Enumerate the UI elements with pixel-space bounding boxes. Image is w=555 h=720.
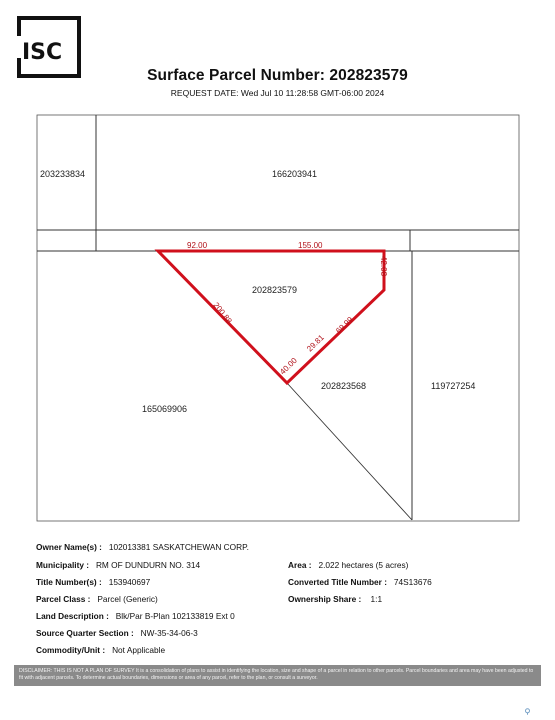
disclaimer-text: DISCLAIMER: THIS IS NOT A PLAN OF SURVEY It is a consolidation of plans to assist in identifying the location, size and shape of a parcel in relation to other parcels. Parcel boundaries and area may have been adjusted to fit with adjacent parcels. To determine actual boundaries, dimensions or area of any parcel, refer to the plan, or consult a surveyor.	[14, 665, 541, 686]
dimension-top-right: 155.00	[298, 241, 323, 250]
municipality-label: Municipality :	[36, 560, 90, 570]
source-quarter-label: Source Quarter Section :	[36, 628, 134, 638]
parcel-label-east: 119727254	[431, 381, 476, 391]
owner-label: Owner Name(s) :	[36, 542, 102, 552]
area-row	[288, 560, 408, 570]
land-description-row	[36, 611, 235, 621]
dimension-diagonal-left: 200.88	[211, 300, 234, 326]
land-description-label: Land Description :	[36, 611, 109, 621]
municipality-row	[36, 560, 200, 570]
commodity-value: Not Applicable	[112, 645, 166, 655]
dimension-bottom-a: 40.00	[278, 356, 299, 377]
commodity-label: Commodity/Unit :	[36, 645, 106, 655]
owner-value: 102013381 SASKATCHEWAN CORP.	[108, 542, 249, 552]
dimension-diagonal-right: 69.99	[334, 315, 355, 336]
ownership-share-label: Ownership Share :	[288, 594, 362, 604]
parcel-label-nw: 203233834	[40, 169, 86, 179]
page-title: Surface Parcel Number: 202823579	[147, 67, 408, 84]
area-label: Area :	[288, 560, 312, 570]
land-description-value: Blk/Par B-Plan 102133819 Ext 0	[115, 611, 235, 621]
request-date: REQUEST DATE: Wed Jul 10 11:28:58 GMT-06:00 2024	[170, 88, 385, 98]
map-pin-icon	[524, 708, 531, 715]
parcel-class-row	[36, 594, 158, 604]
converted-title-value: 74S13676	[393, 577, 432, 587]
source-quarter-row	[36, 628, 198, 638]
commodity-row	[36, 645, 165, 655]
parcel-class-value: Parcel (Generic)	[97, 594, 158, 604]
title-number-label: Title Number(s) :	[36, 577, 102, 587]
converted-title-label: Converted Title Number :	[288, 577, 387, 587]
owner-row	[36, 542, 249, 552]
ownership-share-row	[288, 594, 382, 604]
dimension-top-left: 92.00	[187, 241, 208, 250]
municipality-value: RM OF DUNDURN NO. 314	[95, 560, 201, 570]
title-number-row	[36, 577, 150, 587]
dimension-right: 42.08	[379, 256, 388, 277]
logo-text: ISC	[22, 40, 63, 65]
title-number-value: 153940697	[108, 577, 151, 587]
parcel-label-sw: 165069906	[142, 404, 188, 414]
converted-title-row	[288, 577, 432, 587]
parcel-label-se: 202823568	[321, 381, 367, 391]
area-value: 2.022 hectares (5 acres)	[318, 560, 409, 570]
dimension-bottom-b: 29.81	[305, 333, 326, 354]
ownership-share-value: 1:1	[370, 594, 383, 604]
source-quarter-value: NW-35-34-06-3	[140, 628, 198, 638]
parcel-label-subject: 202823579	[252, 285, 298, 295]
parcel-class-label: Parcel Class :	[36, 594, 91, 604]
parcel-label-north: 166203941	[272, 169, 318, 179]
boundary-diagonal	[287, 383, 412, 520]
